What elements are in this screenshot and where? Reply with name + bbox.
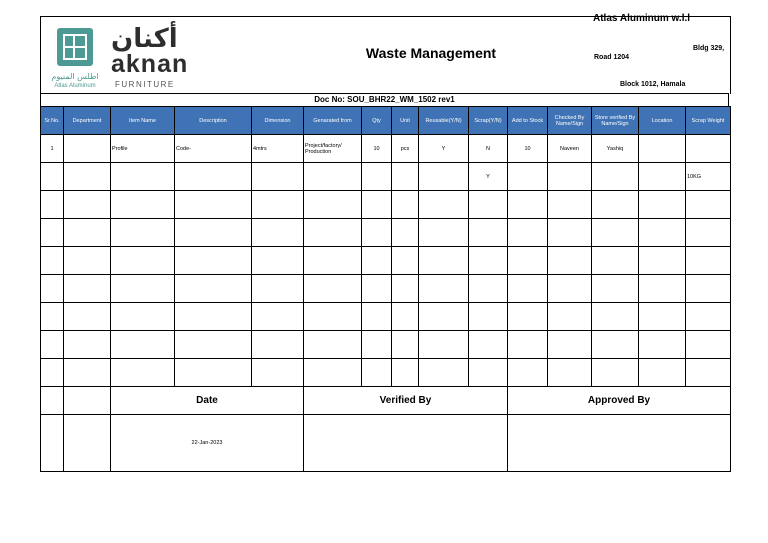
table-cell[interactable] — [686, 331, 731, 359]
logo-subtitle: FURNITURE — [115, 80, 175, 89]
table-cell[interactable] — [686, 191, 731, 219]
table-cell[interactable] — [362, 275, 392, 303]
column-header: Add to Stock — [508, 107, 548, 135]
table-cell[interactable] — [392, 191, 419, 219]
table-cell[interactable] — [175, 359, 252, 387]
table-cell[interactable] — [175, 303, 252, 331]
approved-by-label: Approved By — [508, 387, 731, 415]
table-cell[interactable] — [41, 191, 64, 219]
page-title: Waste Management — [365, 45, 497, 61]
table-cell[interactable]: Y — [419, 135, 469, 163]
table-cell[interactable] — [252, 303, 304, 331]
table-cell[interactable] — [252, 359, 304, 387]
table-cell[interactable] — [252, 275, 304, 303]
waste-management-sheet — [40, 13, 729, 473]
table-cell[interactable] — [175, 331, 252, 359]
table-cell[interactable] — [639, 359, 686, 387]
table-cell[interactable] — [41, 247, 64, 275]
aknan-logo — [47, 22, 195, 90]
table-cell[interactable] — [252, 331, 304, 359]
table-cell[interactable] — [639, 219, 686, 247]
table-cell[interactable] — [686, 247, 731, 275]
column-header: Scrap Weight — [686, 107, 731, 135]
table-cell[interactable] — [111, 163, 175, 191]
table-cell[interactable] — [64, 247, 111, 275]
table-cell[interactable] — [508, 275, 548, 303]
table-cell[interactable] — [362, 303, 392, 331]
table-cell[interactable] — [686, 359, 731, 387]
table-cell[interactable] — [175, 191, 252, 219]
table-cell[interactable] — [548, 163, 592, 191]
table-cell[interactable] — [64, 191, 111, 219]
table-cell[interactable] — [548, 303, 592, 331]
table-row — [41, 247, 731, 275]
table-cell[interactable] — [639, 275, 686, 303]
column-header: Store verified By Name/Sign — [592, 107, 639, 135]
table-cell[interactable] — [639, 247, 686, 275]
table-cell[interactable] — [64, 275, 111, 303]
table-cell[interactable] — [41, 219, 64, 247]
document-number: Doc No: SOU_BHR22_WM_1502 rev1 — [40, 93, 729, 106]
logo-english-small: Atlas Aluminum — [54, 83, 96, 89]
address-block: Block 1012, Hamala — [620, 81, 686, 88]
table-cell[interactable]: Naveen — [548, 135, 592, 163]
table-cell[interactable] — [592, 163, 639, 191]
column-header: Reusable(Y/N) — [419, 107, 469, 135]
table-cell[interactable] — [392, 331, 419, 359]
table-cell[interactable] — [508, 359, 548, 387]
column-header: Dimension — [252, 107, 304, 135]
table-cell[interactable] — [362, 219, 392, 247]
logo-arabic-small: اطلس المنيوم — [51, 72, 99, 81]
table-cell[interactable] — [508, 191, 548, 219]
column-header: Location — [639, 107, 686, 135]
table-cell[interactable] — [592, 303, 639, 331]
table-cell[interactable] — [639, 135, 686, 163]
table-cell[interactable] — [639, 303, 686, 331]
table-cell[interactable]: 10 — [362, 135, 392, 163]
table-cell[interactable] — [639, 191, 686, 219]
table-cell[interactable] — [304, 247, 362, 275]
table-cell[interactable] — [362, 359, 392, 387]
table-row — [41, 191, 731, 219]
table-cell[interactable]: 10KG — [686, 163, 731, 191]
table-cell[interactable] — [548, 219, 592, 247]
table-cell[interactable]: Code- — [175, 135, 252, 163]
table-cell[interactable] — [392, 303, 419, 331]
table-cell[interactable] — [592, 219, 639, 247]
table-cell[interactable] — [508, 303, 548, 331]
table-cell[interactable]: Profile — [111, 135, 175, 163]
table-cell[interactable] — [304, 275, 362, 303]
table-cell[interactable] — [639, 163, 686, 191]
company-name: Atlas Aluminum w.l.l — [593, 13, 691, 24]
table-cell[interactable] — [175, 247, 252, 275]
column-header: Checked By Name/Sign — [548, 107, 592, 135]
table-cell[interactable] — [111, 191, 175, 219]
table-cell[interactable] — [362, 163, 392, 191]
table-cell[interactable] — [362, 331, 392, 359]
logo-mark-icon — [57, 28, 93, 66]
table-cell[interactable] — [419, 163, 469, 191]
table-cell[interactable] — [548, 247, 592, 275]
table-cell[interactable]: pcs — [392, 135, 419, 163]
table-cell[interactable] — [548, 359, 592, 387]
table-cell[interactable] — [175, 163, 252, 191]
table-cell[interactable] — [419, 191, 469, 219]
table-cell[interactable] — [41, 303, 64, 331]
table-cell[interactable] — [362, 247, 392, 275]
table-cell[interactable] — [64, 135, 111, 163]
table-cell[interactable] — [304, 191, 362, 219]
column-header: Genarated from — [304, 107, 362, 135]
column-header: Scrap(Y/N) — [469, 107, 508, 135]
table-cell[interactable] — [419, 247, 469, 275]
date-value: 22-Jan-2023 — [111, 415, 304, 472]
table-cell[interactable] — [508, 247, 548, 275]
table-cell[interactable] — [392, 275, 419, 303]
table-cell[interactable] — [508, 331, 548, 359]
table-cell[interactable] — [64, 163, 111, 191]
table-cell[interactable] — [41, 163, 64, 191]
date-label: Date — [111, 387, 304, 415]
table-row — [41, 135, 731, 163]
table-cell[interactable] — [392, 219, 419, 247]
address-building: Bldg 329, — [693, 45, 725, 52]
table-cell[interactable] — [592, 275, 639, 303]
table-cell[interactable] — [304, 163, 362, 191]
table-cell[interactable] — [304, 303, 362, 331]
table-cell[interactable] — [469, 219, 508, 247]
column-header: Sr.No. — [41, 107, 64, 135]
waste-table — [40, 106, 731, 472]
column-header: Department — [64, 107, 111, 135]
column-header: Item Name — [111, 107, 175, 135]
table-cell[interactable]: 10 — [508, 135, 548, 163]
table-row — [41, 219, 731, 247]
table-cell[interactable] — [111, 247, 175, 275]
table-cell[interactable] — [419, 359, 469, 387]
table-cell[interactable] — [175, 275, 252, 303]
address-road: Road 1204 — [594, 54, 630, 61]
table-cell[interactable] — [469, 359, 508, 387]
table-cell[interactable] — [419, 331, 469, 359]
table-cell[interactable] — [175, 219, 252, 247]
approved-by-signature-field[interactable] — [508, 415, 731, 472]
table-cell[interactable] — [64, 359, 111, 387]
table-cell[interactable]: N — [469, 135, 508, 163]
table-cell[interactable] — [548, 275, 592, 303]
table-cell[interactable] — [508, 219, 548, 247]
table-cell[interactable] — [592, 331, 639, 359]
column-header: Description — [175, 107, 252, 135]
table-cell[interactable] — [41, 359, 64, 387]
table-cell[interactable] — [548, 331, 592, 359]
table-cell[interactable]: 1 — [41, 135, 64, 163]
table-row — [41, 275, 731, 303]
table-cell[interactable] — [469, 303, 508, 331]
table-cell[interactable] — [362, 191, 392, 219]
table-cell[interactable] — [469, 275, 508, 303]
table-cell[interactable] — [469, 247, 508, 275]
table-cell[interactable] — [304, 331, 362, 359]
table-cell[interactable] — [64, 331, 111, 359]
table-cell[interactable] — [111, 303, 175, 331]
table-cell[interactable] — [419, 219, 469, 247]
table-cell[interactable] — [392, 359, 419, 387]
table-cell[interactable] — [686, 135, 731, 163]
table-body — [41, 135, 731, 387]
table-cell[interactable] — [592, 359, 639, 387]
table-row — [41, 359, 731, 387]
table-cell[interactable]: Project/factory/ Production — [304, 135, 362, 163]
table-cell[interactable] — [111, 331, 175, 359]
table-cell[interactable] — [508, 163, 548, 191]
table-cell[interactable] — [592, 191, 639, 219]
table-cell[interactable] — [686, 275, 731, 303]
table-cell[interactable] — [41, 275, 64, 303]
table-cell[interactable] — [111, 359, 175, 387]
verified-by-label: Verified By — [304, 387, 508, 415]
table-cell[interactable] — [392, 247, 419, 275]
table-cell[interactable] — [392, 163, 419, 191]
table-cell[interactable] — [639, 331, 686, 359]
table-cell[interactable] — [111, 275, 175, 303]
table-cell[interactable]: Y — [469, 163, 508, 191]
column-header: Qty — [362, 107, 392, 135]
table-cell[interactable] — [41, 331, 64, 359]
table-cell[interactable] — [469, 331, 508, 359]
table-cell[interactable] — [252, 163, 304, 191]
table-row — [41, 303, 731, 331]
table-cell[interactable] — [419, 303, 469, 331]
table-cell[interactable] — [548, 191, 592, 219]
table-cell[interactable] — [64, 219, 111, 247]
table-header — [41, 107, 731, 135]
table-row — [41, 331, 731, 359]
table-cell[interactable] — [252, 247, 304, 275]
table-cell[interactable] — [469, 191, 508, 219]
table-cell[interactable] — [304, 359, 362, 387]
table-cell[interactable] — [111, 219, 175, 247]
table-cell[interactable] — [686, 303, 731, 331]
table-row — [41, 163, 731, 191]
table-cell[interactable] — [419, 275, 469, 303]
table-cell[interactable] — [252, 191, 304, 219]
table-cell[interactable]: Yashiq — [592, 135, 639, 163]
column-header: Unit — [392, 107, 419, 135]
table-cell[interactable] — [686, 219, 731, 247]
table-cell[interactable] — [304, 219, 362, 247]
sheet-header — [40, 13, 731, 94]
logo-brand: aknan — [111, 50, 189, 78]
logo-arabic-name: أكنان — [111, 24, 178, 54]
table-cell[interactable] — [64, 303, 111, 331]
signature-section — [41, 387, 731, 472]
verified-by-signature-field[interactable] — [304, 415, 508, 472]
table-cell[interactable] — [592, 247, 639, 275]
table-cell[interactable]: 4mtrs — [252, 135, 304, 163]
table-cell[interactable] — [252, 219, 304, 247]
